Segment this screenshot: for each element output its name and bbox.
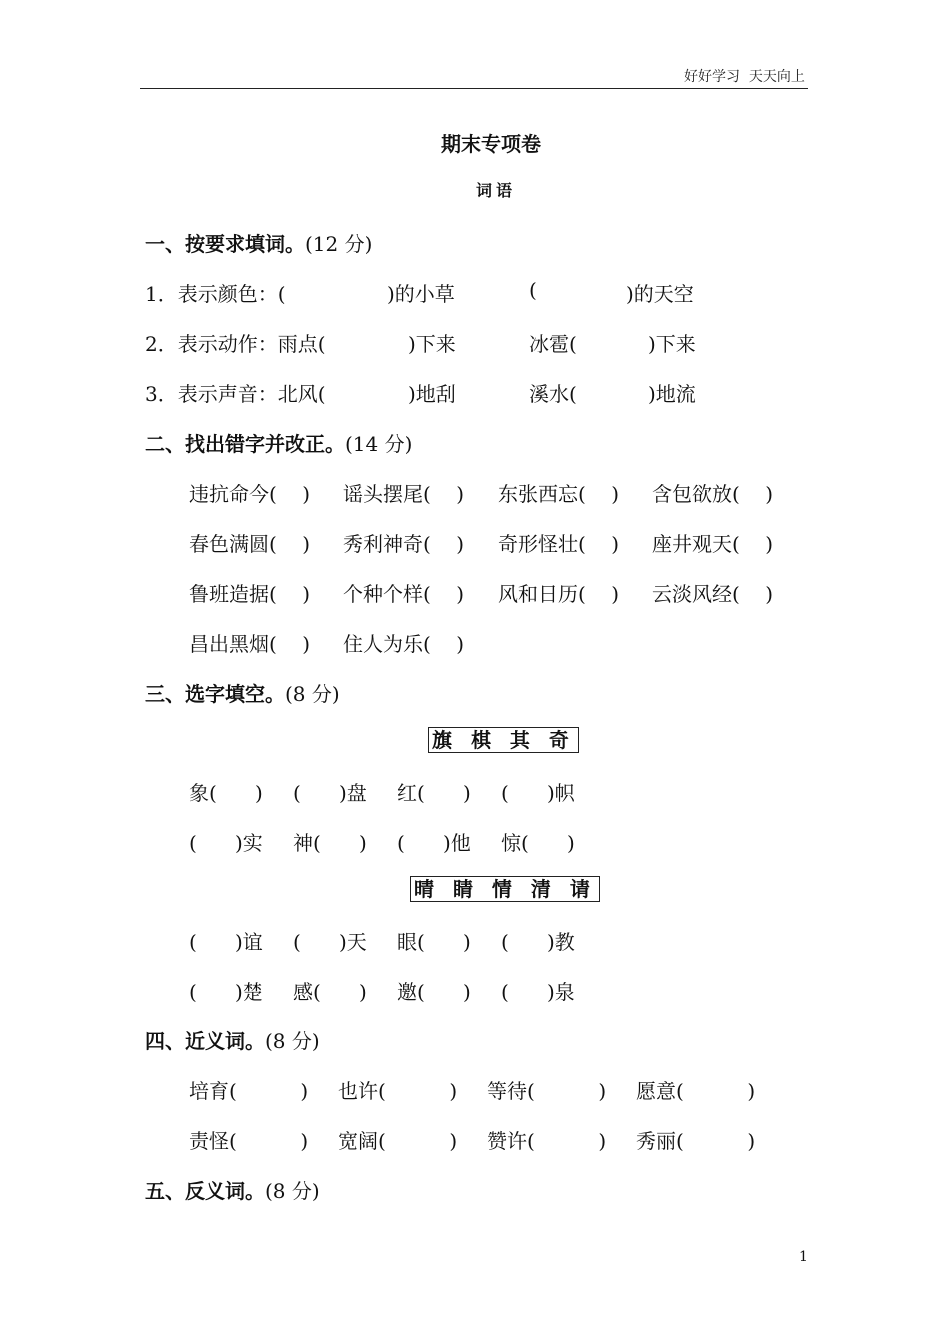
s1-line-3-a: )地刮 bbox=[408, 382, 456, 406]
s3-item: ( )教 bbox=[501, 930, 575, 954]
s3-item: ( )泉 bbox=[501, 980, 575, 1004]
s2-item: 违抗命今( ) bbox=[189, 482, 311, 506]
s3-item: ( )天 bbox=[293, 930, 367, 954]
section-2-score: (14 分) bbox=[345, 432, 413, 456]
s4-item: 秀丽( ) bbox=[636, 1129, 756, 1153]
section-1-heading bbox=[145, 228, 372, 257]
section-5-score: (8 分) bbox=[265, 1179, 320, 1203]
section-2-heading bbox=[145, 428, 412, 457]
s1-line-3-c: )地流 bbox=[648, 382, 696, 406]
s1-line-2-a: )下来 bbox=[408, 332, 456, 356]
s1-line-2-b: 冰雹( bbox=[529, 332, 577, 356]
s4-item: 也许( ) bbox=[338, 1079, 458, 1103]
s3-item: ( )楚 bbox=[189, 980, 263, 1004]
s2-item: 含包欲放( ) bbox=[652, 482, 774, 506]
s3-item: ( )他 bbox=[397, 831, 471, 855]
section-1-score: (12 分) bbox=[305, 232, 373, 256]
choice-box-2: 晴 睛 情 清 请 bbox=[410, 876, 600, 902]
s3-item: 惊( ) bbox=[501, 831, 575, 855]
s2-item: 春色满圆( ) bbox=[189, 532, 311, 556]
section-2-title: 二、找出错字并改正。 bbox=[145, 432, 345, 456]
section-3-title: 三、选字填空。 bbox=[145, 682, 285, 706]
s2-item: 风和日历( ) bbox=[498, 582, 620, 606]
s3-item: 眼( ) bbox=[397, 930, 471, 954]
s1-line-3-b: 溪水( bbox=[529, 382, 577, 406]
s3-item: 邀( ) bbox=[397, 980, 471, 1004]
s3-item: 感( ) bbox=[293, 980, 367, 1004]
s1-line-1-a: )的小草 bbox=[387, 282, 455, 306]
s3-item: ( )盘 bbox=[293, 781, 367, 805]
section-4-score: (8 分) bbox=[265, 1029, 320, 1053]
header-slogan: 好好学习 天天向上 bbox=[684, 69, 805, 85]
section-4-heading bbox=[145, 1025, 320, 1054]
section-4-title: 四、近义词。 bbox=[145, 1029, 265, 1053]
s1-line-1-label: 1．表示颜色：( bbox=[145, 282, 286, 306]
section-3-heading bbox=[145, 678, 340, 707]
s4-item: 愿意( ) bbox=[636, 1079, 756, 1103]
s4-item: 责怪( ) bbox=[189, 1129, 309, 1153]
page-number: 1 bbox=[799, 1249, 808, 1265]
s1-line-1-b: ( bbox=[529, 278, 537, 302]
s3-item: ( )实 bbox=[189, 831, 263, 855]
section-5-heading bbox=[145, 1175, 320, 1204]
s3-item: ( )谊 bbox=[189, 930, 263, 954]
s2-item: 秀利神奇( ) bbox=[343, 532, 465, 556]
page-title: 期末专项卷 bbox=[441, 132, 541, 156]
choice-box-1: 旗 棋 其 奇 bbox=[428, 727, 579, 753]
s4-item: 等待( ) bbox=[487, 1079, 607, 1103]
s2-item: 云淡风经( ) bbox=[652, 582, 774, 606]
section-5-title: 五、反义词。 bbox=[145, 1179, 265, 1203]
s2-item: 奇形怪壮( ) bbox=[498, 532, 620, 556]
s3-item: 神( ) bbox=[293, 831, 367, 855]
s4-item: 赞许( ) bbox=[487, 1129, 607, 1153]
s3-item: 红( ) bbox=[397, 781, 471, 805]
page-subtitle: 词语 bbox=[476, 181, 517, 200]
s2-item: 鲁班造据( ) bbox=[189, 582, 311, 606]
s2-item: 谣头摆尾( ) bbox=[343, 482, 465, 506]
s1-line-2-c: )下来 bbox=[648, 332, 696, 356]
s2-item: 昌出黑烟( ) bbox=[189, 632, 311, 656]
s2-item: 个种个样( ) bbox=[343, 582, 465, 606]
section-1-title: 一、按要求填词。 bbox=[145, 232, 305, 256]
s1-line-3-label: 3．表示声音：北风( bbox=[145, 382, 326, 406]
header-rule bbox=[140, 88, 808, 89]
s2-item: 住人为乐( ) bbox=[343, 632, 465, 656]
s4-item: 培育( ) bbox=[189, 1079, 309, 1103]
s3-item: 象( ) bbox=[189, 781, 263, 805]
section-3-score: (8 分) bbox=[285, 682, 340, 706]
s4-item: 宽阔( ) bbox=[338, 1129, 458, 1153]
s1-line-2-label: 2．表示动作：雨点( bbox=[145, 332, 326, 356]
s2-item: 东张西忘( ) bbox=[498, 482, 620, 506]
s1-line-1-c: )的天空 bbox=[626, 282, 694, 306]
s2-item: 座井观天( ) bbox=[652, 532, 774, 556]
s3-item: ( )帜 bbox=[501, 781, 575, 805]
